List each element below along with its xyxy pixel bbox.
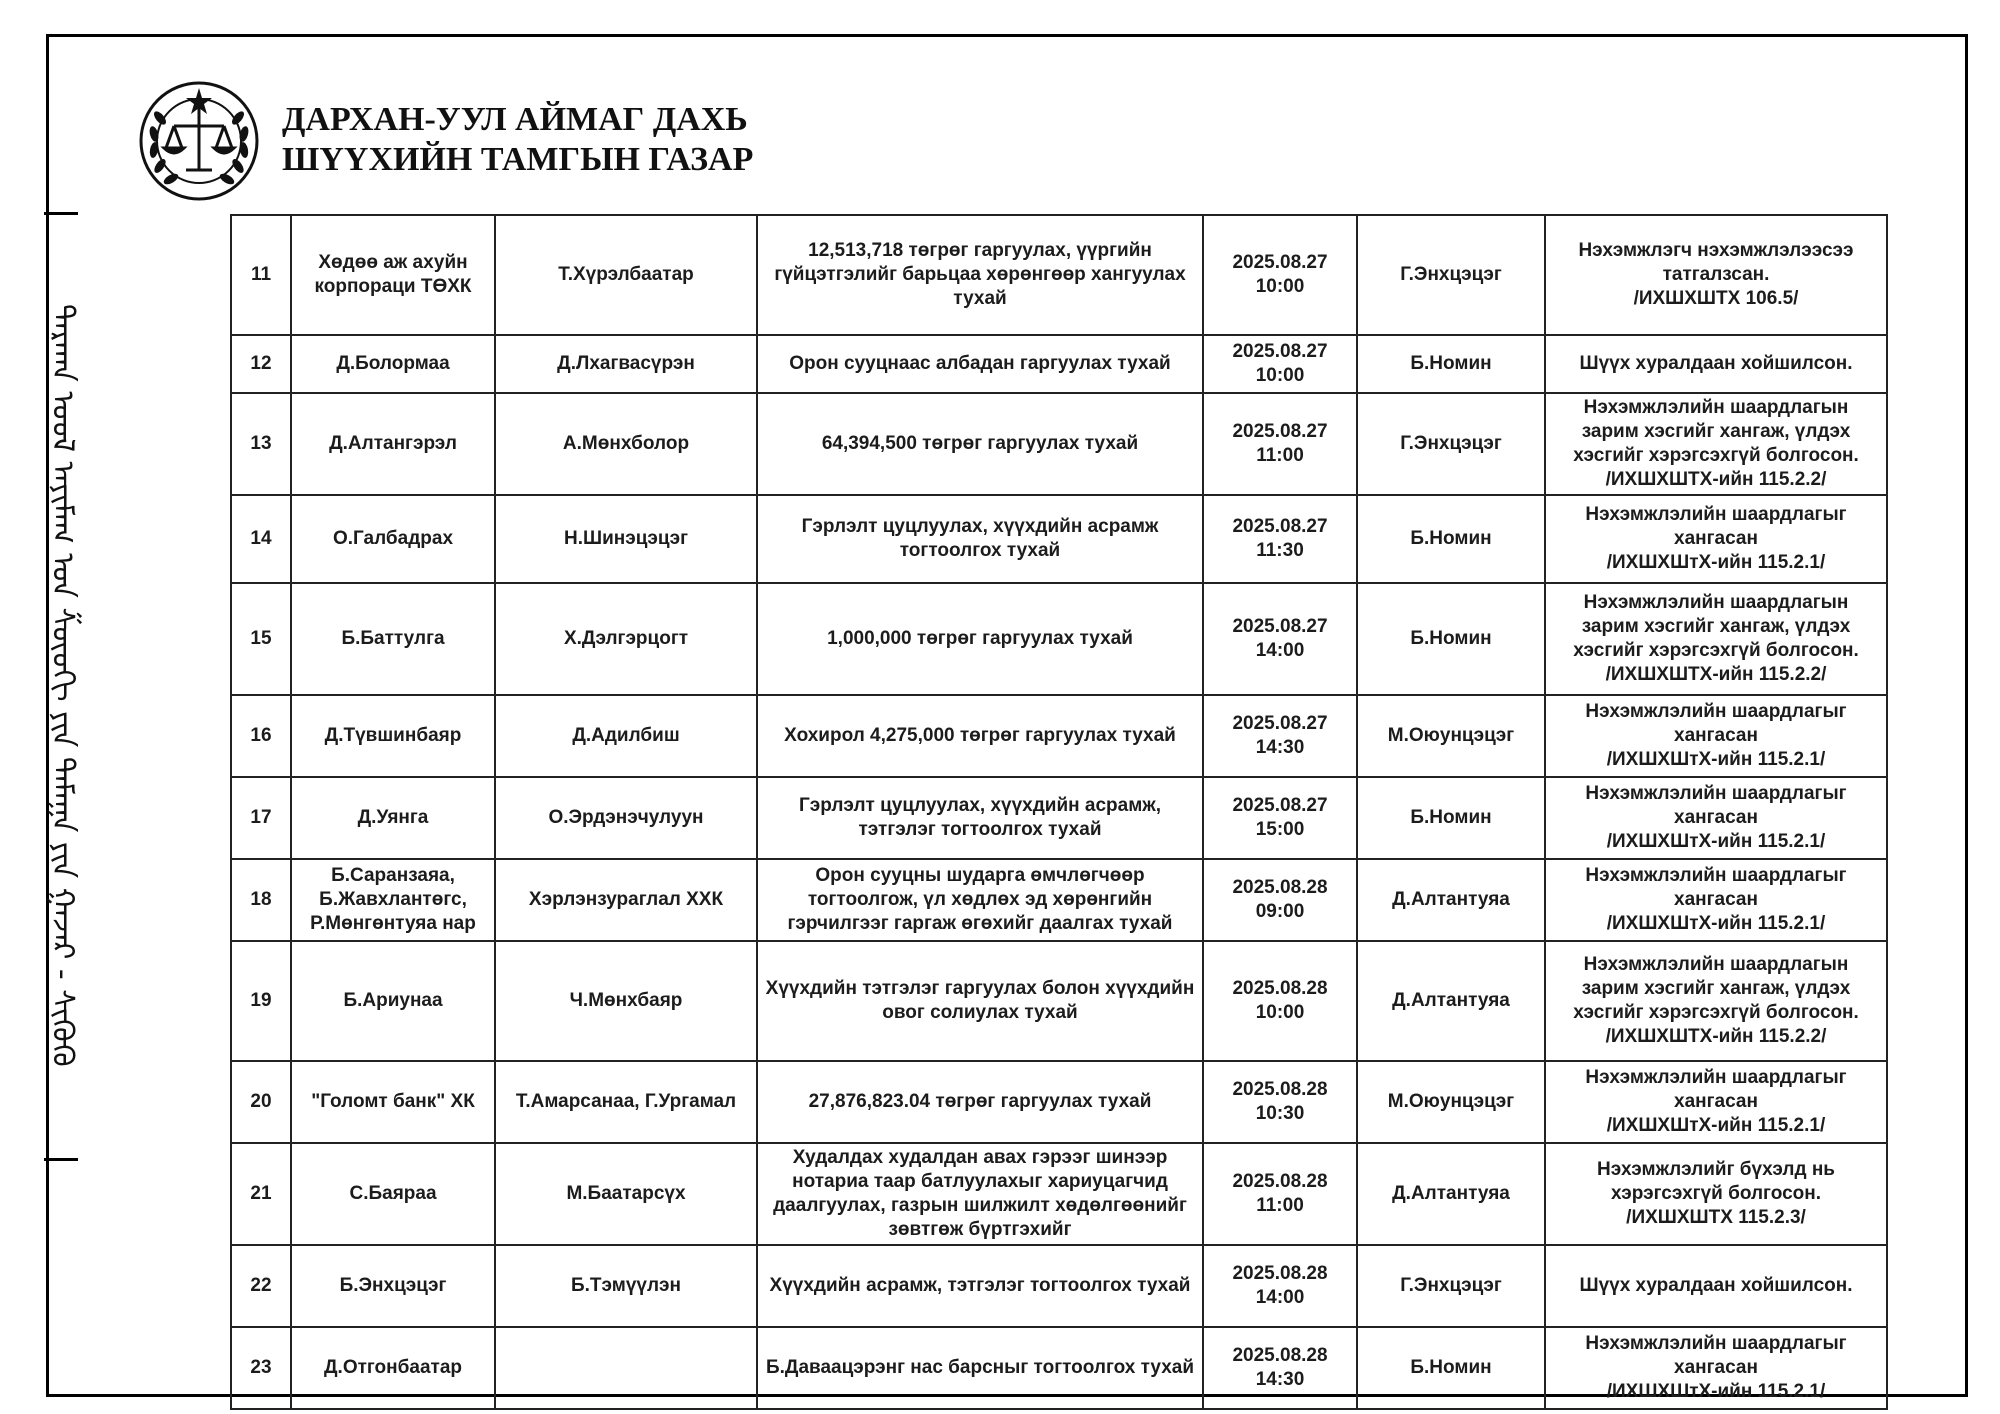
case-outcome-line: хангасан bbox=[1674, 889, 1758, 910]
case-number: 12 bbox=[231, 335, 291, 393]
judge-name: Б.Номин bbox=[1357, 777, 1545, 859]
case-outcome-line: хангасан bbox=[1674, 807, 1758, 828]
hearing-datetime bbox=[1203, 859, 1357, 941]
case-outcome-line: Нэхэмжлэлийн шаардлагыг bbox=[1585, 1333, 1847, 1354]
case-row bbox=[231, 941, 1887, 1061]
hearing-time: 10:00 bbox=[1255, 365, 1305, 386]
plaintiff-name: Б.Баттулга bbox=[291, 583, 495, 695]
hearing-time: 14:30 bbox=[1255, 737, 1305, 758]
hearing-time: 10:00 bbox=[1255, 1002, 1305, 1023]
case-schedule-table bbox=[230, 214, 1888, 1410]
judge-name: Г.Энхцэцэг bbox=[1357, 215, 1545, 335]
case-outcome-line: Нэхэмжлэлийн шаардлагыг bbox=[1585, 504, 1847, 525]
hearing-datetime bbox=[1203, 1143, 1357, 1245]
claim-description: Хүүхдийн асрамж, тэтгэлэг тогтоолгох тухай bbox=[757, 1245, 1203, 1327]
hearing-datetime bbox=[1203, 393, 1357, 495]
claim-description: Гэрлэлт цуцлуулах, хүүхдийн асрамж тогтоолгох тухай bbox=[757, 495, 1203, 583]
claim-description: Хүүхдийн тэтгэлэг гаргуулах болон хүүхдийн овог солиулах тухай bbox=[757, 941, 1203, 1061]
case-outcome-line: /ИХШХШТХ-ийн 115.2.2/ bbox=[1605, 469, 1827, 490]
hearing-date: 2025.08.28 bbox=[1232, 1263, 1328, 1284]
case-outcome-line: /ИХШХШТХ-ийн 115.2.2/ bbox=[1605, 664, 1827, 685]
case-row bbox=[231, 215, 1887, 335]
case-outcome-line: хэсгийг хэрэгсэхгүй болгосон. bbox=[1573, 1002, 1859, 1023]
case-outcome bbox=[1545, 859, 1887, 941]
case-outcome-line: Нэхэмжлэлийн шаардлагыг bbox=[1585, 1067, 1847, 1088]
hearing-datetime bbox=[1203, 583, 1357, 695]
case-number: 22 bbox=[231, 1245, 291, 1327]
case-row bbox=[231, 393, 1887, 495]
case-outcome-line: Нэхэмжлэлийг бүхэлд нь bbox=[1597, 1159, 1835, 1180]
case-outcome-line: /ИХШХШтХ-ийн 115.2.1/ bbox=[1606, 1115, 1826, 1136]
case-outcome-line: /ИХШХШТХ 106.5/ bbox=[1633, 288, 1799, 309]
case-number: 16 bbox=[231, 695, 291, 777]
hearing-date: 2025.08.27 bbox=[1232, 516, 1328, 537]
defendant-name: Х.Дэлгэрцогт bbox=[495, 583, 757, 695]
hearing-time: 11:30 bbox=[1256, 540, 1304, 561]
claim-description: Б.Даваацэрэнг нас барсныг тогтоолгох тухай bbox=[757, 1327, 1203, 1409]
case-outcome bbox=[1545, 495, 1887, 583]
hearing-datetime bbox=[1203, 215, 1357, 335]
case-outcome bbox=[1545, 695, 1887, 777]
claim-description: Орон сууцны шударга өмчлөгчөөр тогтоолгож, үл хөдлөх эд хөрөнгийн гэрчилгээг гаргаж өгөхийг даалгах тухай bbox=[757, 859, 1203, 941]
case-outcome-line: /ИХШХШтХ-ийн 115.2.1/ bbox=[1606, 831, 1826, 852]
hearing-date: 2025.08.28 bbox=[1232, 1171, 1328, 1192]
judge-name: Г.Энхцэцэг bbox=[1357, 393, 1545, 495]
case-outcome-line: /ИХШХШтХ-ийн 115.2.1/ bbox=[1606, 1381, 1826, 1402]
plaintiff-name: Б.Саранзаяа, Б.Жавхлантөгс, Р.Мөнгөнтуяа нар bbox=[291, 859, 495, 941]
defendant-name: Б.Тэмүүлэн bbox=[495, 1245, 757, 1327]
claim-description: 12,513,718 төгрөг гаргуулах, үүргийн гүйцэтгэлийг барьцаа хөрөнгөөр хангуулах тухай bbox=[757, 215, 1203, 335]
plaintiff-name: Б.Энхцэцэг bbox=[291, 1245, 495, 1327]
hearing-time: 10:00 bbox=[1255, 276, 1305, 297]
case-outcome-line: Нэхэмжлэлийн шаардлагын bbox=[1583, 592, 1849, 613]
case-outcome-line: татгалзсан. bbox=[1662, 264, 1770, 285]
judge-name: Д.Алтантуяа bbox=[1357, 941, 1545, 1061]
hearing-datetime bbox=[1203, 941, 1357, 1061]
case-outcome-line: Нэхэмжлэлийн шаардлагын bbox=[1583, 397, 1849, 418]
hearing-time: 10:30 bbox=[1255, 1103, 1305, 1124]
case-outcome-line: хангасан bbox=[1674, 528, 1758, 549]
case-number: 13 bbox=[231, 393, 291, 495]
case-outcome-line: хангасан bbox=[1674, 725, 1758, 746]
court-office-title-line2: ШҮҮХИЙН ТАМГЫН ГАЗАР bbox=[282, 141, 754, 178]
case-number: 20 bbox=[231, 1061, 291, 1143]
case-outcome-line: зарим хэсгийг хангаж, үлдэх bbox=[1581, 616, 1851, 637]
defendant-name: Ч.Мөнхбаяр bbox=[495, 941, 757, 1061]
hearing-time: 11:00 bbox=[1256, 1195, 1304, 1216]
case-row bbox=[231, 859, 1887, 941]
judge-name: Д.Алтантуяа bbox=[1357, 859, 1545, 941]
case-outcome-line: хэсгийг хэрэгсэхгүй болгосон. bbox=[1573, 445, 1859, 466]
case-outcome-line: хангасан bbox=[1674, 1091, 1758, 1112]
side-divider-bottom bbox=[44, 1158, 78, 1161]
case-outcome-line: /ИХШХШтХ-ийн 115.2.1/ bbox=[1606, 552, 1826, 573]
hearing-datetime bbox=[1203, 495, 1357, 583]
case-number: 14 bbox=[231, 495, 291, 583]
claim-description: Орон сууцнаас албадан гаргуулах тухай bbox=[757, 335, 1203, 393]
case-outcome bbox=[1545, 941, 1887, 1061]
defendant-name: Т.Амарсанаа, Г.Ургамал bbox=[495, 1061, 757, 1143]
case-row bbox=[231, 1061, 1887, 1143]
case-row bbox=[231, 495, 1887, 583]
case-row bbox=[231, 777, 1887, 859]
court-office-title bbox=[282, 100, 753, 180]
plaintiff-name: Хөдөө аж ахуйн корпораци ТӨХК bbox=[291, 215, 495, 335]
case-outcome-line: Нэхэмжлэлийн шаардлагыг bbox=[1585, 783, 1847, 804]
hearing-date: 2025.08.27 bbox=[1232, 713, 1328, 734]
case-number: 11 bbox=[231, 215, 291, 335]
hearing-date: 2025.08.27 bbox=[1232, 795, 1328, 816]
case-outcome-line: /ИХШХШТХ-ийн 115.2.2/ bbox=[1605, 1026, 1827, 1047]
hearing-date: 2025.08.28 bbox=[1232, 877, 1328, 898]
case-outcome-line: зарим хэсгийг хангаж, үлдэх bbox=[1581, 421, 1851, 442]
hearing-datetime bbox=[1203, 1327, 1357, 1409]
case-outcome bbox=[1545, 335, 1887, 393]
defendant-name: Хэрлэнзураглал ХХК bbox=[495, 859, 757, 941]
case-number: 15 bbox=[231, 583, 291, 695]
vertical-mongolian-text bbox=[44, 220, 80, 1150]
plaintiff-name: Д.Отгонбаатар bbox=[291, 1327, 495, 1409]
case-outcome bbox=[1545, 1327, 1887, 1409]
hearing-time: 14:30 bbox=[1255, 1369, 1305, 1390]
hearing-datetime bbox=[1203, 777, 1357, 859]
case-rows bbox=[231, 215, 1887, 1409]
judge-name: Б.Номин bbox=[1357, 583, 1545, 695]
claim-description: 1,000,000 төгрөг гаргуулах тухай bbox=[757, 583, 1203, 695]
judge-name: Г.Энхцэцэг bbox=[1357, 1245, 1545, 1327]
case-outcome-line: хэрэгсэхгүй болгосон. bbox=[1610, 1183, 1822, 1204]
plaintiff-name: Б.Ариунаа bbox=[291, 941, 495, 1061]
case-outcome-line: хангасан bbox=[1674, 1357, 1758, 1378]
judge-name: Б.Номин bbox=[1357, 1327, 1545, 1409]
case-outcome-line: Шүүх хуралдаан хойшилсон. bbox=[1579, 353, 1853, 374]
hearing-time: 11:00 bbox=[1256, 445, 1304, 466]
case-outcome bbox=[1545, 1061, 1887, 1143]
case-row bbox=[231, 1327, 1887, 1409]
case-row bbox=[231, 1143, 1887, 1245]
case-outcome-line: /ИХШХШТХ 115.2.3/ bbox=[1626, 1207, 1806, 1228]
case-row bbox=[231, 695, 1887, 777]
side-divider-top bbox=[44, 212, 78, 215]
judge-name: Б.Номин bbox=[1357, 495, 1545, 583]
case-row bbox=[231, 1245, 1887, 1327]
hearing-datetime bbox=[1203, 695, 1357, 777]
case-row bbox=[231, 335, 1887, 393]
hearing-time: 09:00 bbox=[1255, 901, 1305, 922]
case-number: 21 bbox=[231, 1143, 291, 1245]
defendant-name: М.Баатарсүх bbox=[495, 1143, 757, 1245]
case-outcome-line: Нэхэмжлэлийн шаардлагыг bbox=[1585, 701, 1847, 722]
defendant-name: Д.Лхагвасүрэн bbox=[495, 335, 757, 393]
defendant-name: А.Мөнхболор bbox=[495, 393, 757, 495]
case-outcome-line: Нэхэмжлэлийн шаардлагын bbox=[1583, 954, 1849, 975]
hearing-datetime bbox=[1203, 1245, 1357, 1327]
case-number: 17 bbox=[231, 777, 291, 859]
case-outcome-line: /ИХШХШтХ-ийн 115.2.1/ bbox=[1606, 749, 1826, 770]
case-row bbox=[231, 583, 1887, 695]
plaintiff-name: "Голомт банк" ХК bbox=[291, 1061, 495, 1143]
defendant-name bbox=[495, 1327, 757, 1409]
case-outcome bbox=[1545, 777, 1887, 859]
case-outcome-line: Нэхэмжлэлийн шаардлагыг bbox=[1585, 865, 1847, 886]
case-outcome-line: Нэхэмжлэгч нэхэмжлэлээсээ bbox=[1578, 240, 1854, 261]
claim-description: Хохирол 4,275,000 төгрөг гаргуулах тухай bbox=[757, 695, 1203, 777]
hearing-time: 15:00 bbox=[1255, 819, 1305, 840]
case-outcome bbox=[1545, 1143, 1887, 1245]
plaintiff-name: С.Баяраа bbox=[291, 1143, 495, 1245]
case-number: 18 bbox=[231, 859, 291, 941]
hearing-time: 14:00 bbox=[1255, 640, 1305, 661]
judge-name: М.Оюунцэцэг bbox=[1357, 695, 1545, 777]
case-outcome-line: /ИХШХШтХ-ийн 115.2.1/ bbox=[1606, 913, 1826, 934]
defendant-name: Д.Адилбиш bbox=[495, 695, 757, 777]
hearing-date: 2025.08.27 bbox=[1232, 421, 1328, 442]
case-outcome bbox=[1545, 1245, 1887, 1327]
defendant-name: О.Эрдэнэчулуун bbox=[495, 777, 757, 859]
claim-description: 64,394,500 төгрөг гаргуулах тухай bbox=[757, 393, 1203, 495]
hearing-datetime bbox=[1203, 1061, 1357, 1143]
judge-name: Д.Алтантуяа bbox=[1357, 1143, 1545, 1245]
claim-description: 27,876,823.04 төгрөг гаргуулах тухай bbox=[757, 1061, 1203, 1143]
plaintiff-name: Д.Болормаа bbox=[291, 335, 495, 393]
case-outcome bbox=[1545, 215, 1887, 335]
plaintiff-name: О.Галбадрах bbox=[291, 495, 495, 583]
judge-name: М.Оюунцэцэг bbox=[1357, 1061, 1545, 1143]
case-outcome-line: зарим хэсгийг хангаж, үлдэх bbox=[1581, 978, 1851, 999]
defendant-name: Т.Хүрэлбаатар bbox=[495, 215, 757, 335]
hearing-date: 2025.08.27 bbox=[1232, 616, 1328, 637]
hearing-date: 2025.08.28 bbox=[1232, 1345, 1328, 1366]
hearing-date: 2025.08.28 bbox=[1232, 1079, 1328, 1100]
case-number: 23 bbox=[231, 1327, 291, 1409]
case-outcome bbox=[1545, 393, 1887, 495]
plaintiff-name: Д.Түвшинбаяр bbox=[291, 695, 495, 777]
defendant-name: Н.Шинэцэцэг bbox=[495, 495, 757, 583]
case-outcome-line: Шүүх хуралдаан хойшилсон. bbox=[1579, 1275, 1853, 1296]
case-number: 19 bbox=[231, 941, 291, 1061]
hearing-time: 14:00 bbox=[1255, 1287, 1305, 1308]
case-outcome bbox=[1545, 583, 1887, 695]
claim-description: Гэрлэлт цуцлуулах, хүүхдийн асрамж, тэтгэлэг тогтоолгох тухай bbox=[757, 777, 1203, 859]
court-emblem-logo bbox=[136, 78, 262, 204]
claim-description: Худалдах худалдан авах гэрээг шинээр нотариа таар батлуулахыг хариуцагчид даалгуулах, газрын шилжилт хөдөлгөөнийг зөвтгөж бүртгэхийг bbox=[757, 1143, 1203, 1245]
hearing-date: 2025.08.27 bbox=[1232, 252, 1328, 273]
plaintiff-name: Д.Уянга bbox=[291, 777, 495, 859]
hearing-date: 2025.08.27 bbox=[1232, 341, 1328, 362]
hearing-date: 2025.08.28 bbox=[1232, 978, 1328, 999]
hearing-datetime bbox=[1203, 335, 1357, 393]
case-schedule-table-container bbox=[230, 214, 1886, 1410]
court-office-title-line1: ДАРХАН-УУЛ АЙМАГ ДАХЬ bbox=[282, 101, 748, 138]
case-outcome-line: хэсгийг хэрэгсэхгүй болгосон. bbox=[1573, 640, 1859, 661]
judge-name: Б.Номин bbox=[1357, 335, 1545, 393]
vertical-mongolian-label: ᠳᠠᠷᠬᠠᠨ ᠤᠤᠯ ᠠᠶᠢᠮᠠᠭ ᠤᠨ ᠱᠦᠦᠬᠢ ᠶᠢᠨ ᠲᠠᠮᠠᠭᠠ ᠶᠢᠨ ᠭᠠᠵᠠᠷ - ᠰᠢᠭᠦᠬᠦ bbox=[45, 303, 80, 1067]
plaintiff-name: Д.Алтангэрэл bbox=[291, 393, 495, 495]
